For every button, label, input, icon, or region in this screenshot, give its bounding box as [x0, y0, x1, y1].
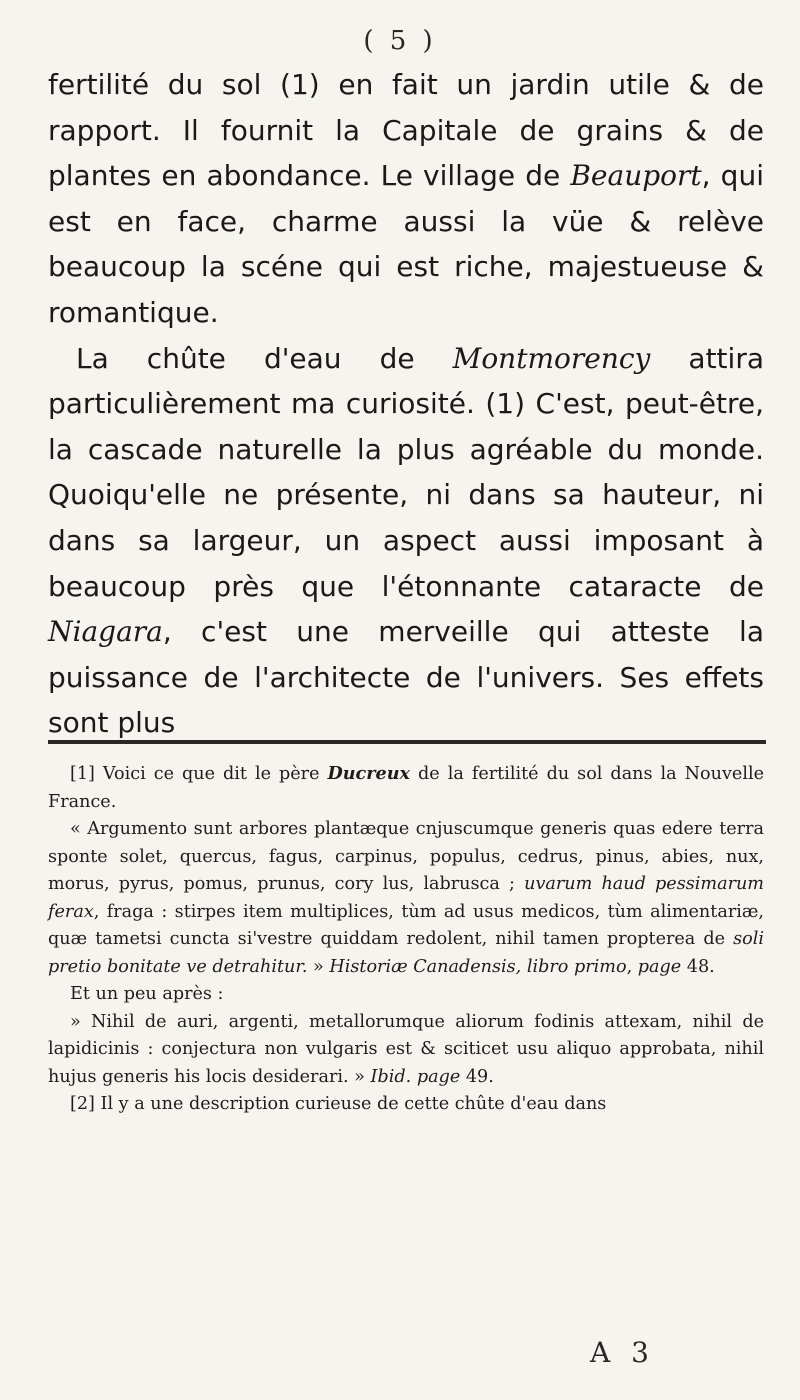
footnote-transition: Et un peu après :: [70, 984, 224, 1004]
footnote-separator-rule: [48, 740, 766, 744]
paragraph-1-text-end: , qui est en face, charme aussi la vüe & relève beaucoup la scéne qui est riche, majestueuse & romantique.: [48, 159, 764, 329]
footnote-1-text: [1] Voici ce que dit le père: [70, 764, 328, 784]
paragraph-2: [48, 336, 764, 746]
quote-italic-2: soli pretio bonitate ve detrahitur.: [48, 929, 764, 977]
signature-mark: A 3: [590, 1336, 655, 1369]
quote-italic-1: uvarum haud pessimarum ferax: [48, 874, 764, 922]
footnote-1-text-end: de la fertilité du sol dans la Nouvelle France.: [48, 764, 765, 812]
footnote-1: [48, 760, 764, 816]
paragraph-1-text: fertilité du sol (1) en fait un jardin utile & de rapport. Il fournit la Capitale de grains & de plantes en abondance. Le village de: [48, 68, 764, 193]
citation-ibid-page: 49.: [460, 1066, 494, 1087]
citation-page-label: page: [637, 956, 682, 977]
citation-title: Historiæ Canadensis, libro primo: [329, 956, 627, 977]
footnote-quote-latin-2: [48, 1009, 764, 1092]
author-name-ducreux: Ducreux: [327, 763, 411, 784]
quote-close: »: [307, 956, 330, 977]
footnote-quote-latin: [48, 816, 764, 981]
place-name-niagara: Niagara: [48, 615, 163, 649]
main-text: [48, 62, 764, 746]
paragraph-2-text-mid: attira particulièrement ma curiosité. (1) C'est, peut-être, la cascade naturelle la plus agréable du monde. Quoiqu'elle ne présente, ni dans sa hauteur, ni dans sa largeur, un aspect aussi imposant à beaucoup près que l'étonnante cataracte de: [48, 341, 764, 603]
quote-text: « Argumento sunt arbores plantæque cnjuscumque generis quas edere terra sponte solet, quercus, fagus, carpinus, populus, cedrus, pinus, abies, nux, morus, pyrus, pomus, prunus, cory lus, labrusca ;: [48, 819, 764, 894]
paragraph-1: [48, 62, 764, 336]
quote-2-text: » Nihil de auri, argenti, metallorumque aliorum fodinis attexam, nihil de lapidicinis : conjectura non vulgaris est & sciticet usu aliquo approbata, nihil hujus generis his locis desiderari. »: [48, 1011, 764, 1087]
footnotes: [48, 760, 764, 1119]
place-name-beauport: Beauport: [570, 159, 702, 193]
place-name-montmorency: Montmorency: [452, 341, 651, 375]
citation-sep: ,: [626, 956, 638, 977]
citation-ibid: Ibid. page: [370, 1066, 461, 1087]
paragraph-2-text-end: , c'est une merveille qui atteste la puissance de l'architecte de l'univers. Ses effets sont plus: [48, 615, 764, 740]
quote-text-mid: , fraga : stirpes item multiplices, tùm ad usus medicos, tùm alimentariæ, quæ tametsi cuncta si'vestre quiddam redolent, nihil tamen propterea de: [48, 901, 764, 949]
page-number: ( 5 ): [363, 26, 437, 56]
footnote-2: [2] Il y a une description curieuse de cette chûte d'eau dans: [70, 1094, 607, 1114]
paragraph-2-text: La chûte d'eau de: [76, 341, 453, 375]
citation-page-number: 48.: [681, 956, 715, 977]
